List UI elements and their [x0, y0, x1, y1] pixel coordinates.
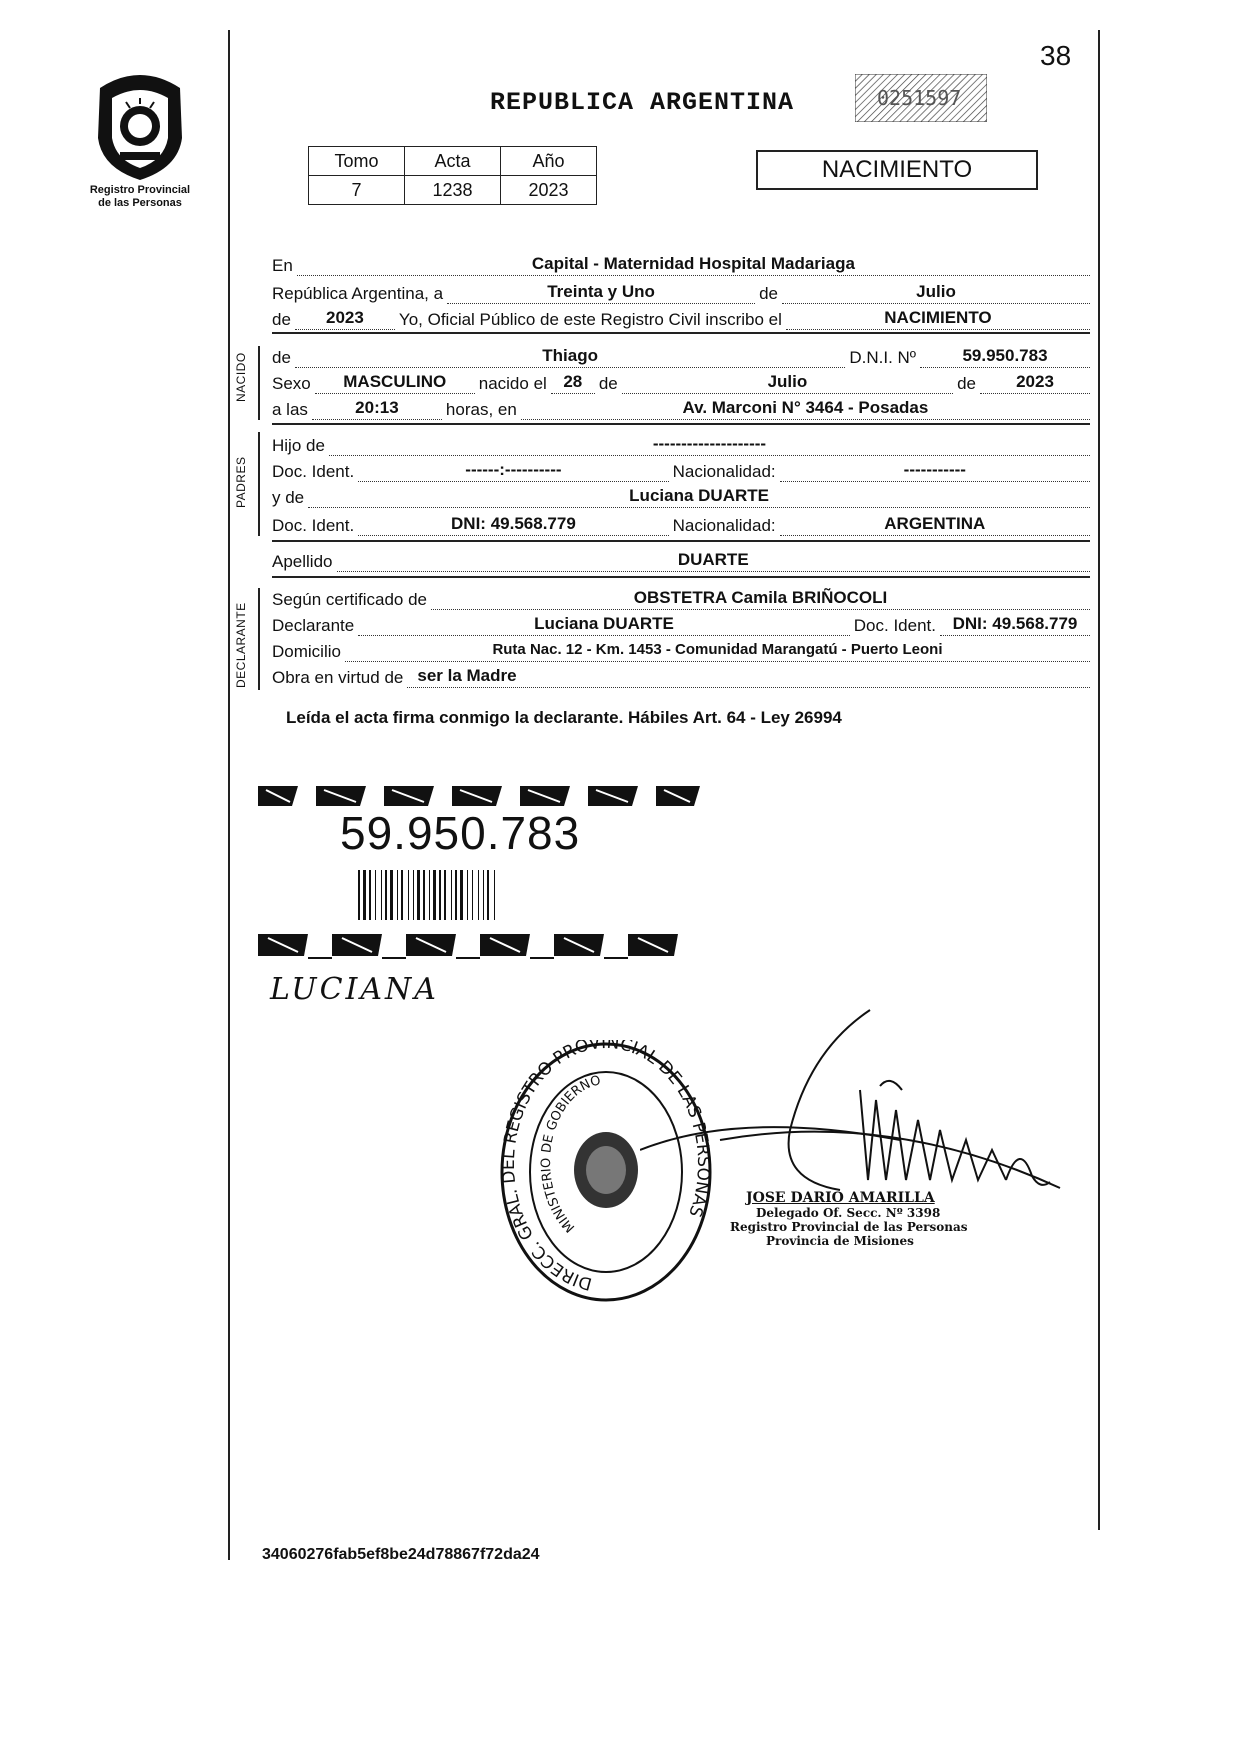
row-nombre	[272, 342, 1090, 368]
dni-value: 59.950.783	[920, 345, 1090, 368]
barcode-bar	[358, 870, 360, 920]
nac-mes-value: Julio	[622, 371, 953, 394]
signature-scribble	[640, 990, 1070, 1220]
de-label-4: de	[598, 374, 618, 393]
doc-ident-label-3: Doc. Ident.	[853, 616, 936, 635]
signature-block	[730, 1190, 1066, 1248]
header-anio: Año	[501, 147, 597, 176]
left-margin-rule	[228, 30, 230, 1560]
row-domicilio	[272, 636, 1090, 662]
barcode-bar	[385, 870, 387, 920]
nacionalidad-label-2: Nacionalidad:	[672, 516, 776, 535]
declarante-label: Declarante	[272, 616, 355, 635]
row-en	[272, 250, 1090, 276]
y-de-label: y de	[272, 488, 305, 507]
nombre-value: Thiago	[295, 345, 845, 368]
row-hora	[272, 394, 1090, 420]
nacionalidad-label-1: Nacionalidad:	[672, 462, 776, 481]
nac-dia-value: 28	[551, 371, 595, 394]
barcode-bar	[451, 870, 452, 920]
hora-value: 20:13	[312, 397, 442, 420]
dni-pattern-bottom	[258, 932, 708, 967]
separator-1	[272, 332, 1090, 334]
nacido-label: nacido el	[478, 374, 547, 393]
row-sexo	[272, 368, 1090, 394]
barcode-bar	[433, 870, 436, 920]
doc-ident-label-2: Doc. Ident.	[272, 516, 355, 535]
closing-text: Leída el acta firma conmigo la declarante. Hábiles Art. 64 - Ley 26994	[286, 708, 842, 727]
stamp-number: 0251597	[877, 86, 962, 110]
seal-ring-text: DIRECC. GRAL. DEL REGISTRO PROVINCIAL DE LAS PERSONAS	[499, 1040, 714, 1294]
barcode-bar	[417, 870, 420, 920]
barcode	[356, 870, 582, 920]
record-number-table	[308, 146, 597, 205]
row-hijo-de	[272, 430, 1090, 456]
right-margin-rule	[1098, 30, 1100, 1530]
row-y-de	[272, 482, 1090, 508]
de-label-5: de	[957, 374, 976, 393]
row-padre-doc	[272, 456, 1090, 482]
obra-value: ser la Madre	[407, 665, 1090, 688]
de-label-1: de	[759, 284, 778, 303]
logo-caption-line2: de las Personas	[98, 197, 182, 209]
separator-2	[272, 423, 1090, 425]
brace-declarante	[258, 588, 260, 690]
barcode-bar	[397, 870, 398, 920]
barcode-bar	[444, 870, 446, 920]
row-obra	[272, 662, 1090, 688]
barcode-bar	[423, 870, 425, 920]
header-acta: Acta	[405, 147, 501, 176]
dia-texto-value: Treinta y Uno	[447, 281, 755, 304]
separator-4	[272, 576, 1090, 578]
certificado-value: OBSTETRA Camila BRIÑOCOLI	[431, 587, 1090, 610]
row-apellido	[272, 546, 1090, 572]
barcode-bar	[483, 870, 484, 920]
dni-large-number: 59.950.783	[340, 807, 581, 859]
hijo-de-label: Hijo de	[272, 436, 325, 455]
logo-caption	[70, 184, 210, 210]
barcode-bar	[408, 870, 409, 920]
madre-doc-value: DNI: 49.568.779	[358, 513, 668, 536]
barcode-bar	[455, 870, 457, 920]
row-madre-doc	[272, 510, 1090, 536]
barcode-bar	[478, 870, 479, 920]
inscribo-label: Yo, Oficial Público de este Registro Civil inscribo el	[398, 310, 782, 329]
value-tomo: 7	[309, 176, 405, 205]
lugar-value: Capital - Maternidad Hospital Madariaga	[297, 253, 1090, 276]
barcode-bar	[487, 870, 489, 920]
logo-caption-line1: Registro Provincial	[89, 184, 191, 196]
horas-en-label: horas, en	[445, 400, 517, 419]
madre-nacionalidad-value: ARGENTINA	[780, 513, 1090, 536]
barcode-bar	[439, 870, 441, 920]
inscripcion-tipo-value: NACIMIENTO	[786, 307, 1090, 330]
domicilio-value: Ruta Nac. 12 - Km. 1453 - Comunidad Marangatú - Puerto Leoni	[345, 639, 1090, 662]
row-republica	[272, 278, 1090, 304]
barcode-bar	[460, 870, 463, 920]
barcode-bar	[390, 870, 393, 920]
separator-3	[272, 540, 1090, 542]
a-las-label: a las	[272, 400, 308, 419]
barcode-bar	[381, 870, 382, 920]
mes-value: Julio	[782, 281, 1090, 304]
signatory-name: JOSE DARIO AMARILLA	[746, 1190, 935, 1206]
declarante-doc-value: DNI: 49.568.779	[940, 613, 1090, 636]
brace-padres	[258, 432, 260, 536]
row-inscribo	[272, 304, 1090, 330]
padre-nacionalidad-value: -----------	[780, 459, 1090, 482]
barcode-bar	[467, 870, 468, 920]
nac-anio-value: 2023	[980, 371, 1090, 394]
en-label: En	[272, 256, 293, 275]
signatory-title: Delegado Of. Secc. Nº 3398	[756, 1206, 941, 1220]
padre-value: --------------------	[329, 433, 1090, 456]
dni-label: D.N.I. Nº	[849, 348, 916, 367]
lugar-nacimiento-value: Av. Marconi N° 3464 - Posadas	[521, 397, 1090, 420]
record-type-box: NACIMIENTO	[756, 150, 1038, 190]
madre-value: Luciana DUARTE	[308, 485, 1090, 508]
barcode-bar	[401, 870, 403, 920]
value-anio: 2023	[501, 176, 597, 205]
signatory-office: Registro Provincial de las Personas	[730, 1220, 968, 1234]
sexo-label: Sexo	[272, 374, 311, 393]
barcode-bar	[363, 870, 366, 920]
signatory-province: Provincia de Misiones	[766, 1234, 914, 1248]
barcode-bar	[494, 870, 495, 920]
value-acta: 1238	[405, 176, 501, 205]
handwritten-name: LUCIANA	[270, 972, 439, 1007]
page-number: 38	[1040, 40, 1072, 71]
apellido-value: DUARTE	[337, 549, 1091, 572]
barcode-bar	[429, 870, 430, 920]
seal-inner-text: MINISTERIO DE GOBIERNO	[539, 1073, 603, 1235]
declarante-value: Luciana DUARTE	[358, 613, 850, 636]
doc-ident-label-1: Doc. Ident.	[272, 462, 355, 481]
obra-label: Obra en virtud de	[272, 668, 404, 687]
anio-value: 2023	[295, 307, 395, 330]
document-title: REPUBLICA ARGENTINA	[490, 88, 795, 117]
certificado-label: Según certificado de	[272, 590, 427, 609]
barcode-bar	[413, 870, 414, 920]
sexo-value: MASCULINO	[315, 371, 475, 394]
barcode-bar	[375, 870, 376, 920]
side-label-declarante: DECLARANTE	[234, 602, 248, 688]
barcode-bar	[472, 870, 473, 920]
side-label-padres: PADRES	[234, 456, 248, 508]
de-label-2: de	[272, 310, 291, 329]
province-logo	[90, 68, 190, 182]
row-certificado	[272, 584, 1090, 610]
row-declarante	[272, 610, 1090, 636]
republica-label: República Argentina, a	[272, 284, 444, 303]
document-hash: 34060276fab5ef8be24d78867f72da24	[262, 1546, 540, 1563]
domicilio-label: Domicilio	[272, 642, 341, 661]
apellido-label: Apellido	[272, 552, 333, 571]
security-stamp	[855, 74, 987, 122]
brace-nacido	[258, 346, 260, 420]
padre-doc-value: ------:----------	[358, 459, 668, 482]
barcode-bar	[369, 870, 371, 920]
de-label-3: de	[272, 348, 291, 367]
header-tomo: Tomo	[309, 147, 405, 176]
side-label-nacido: NACIDO	[234, 352, 248, 402]
